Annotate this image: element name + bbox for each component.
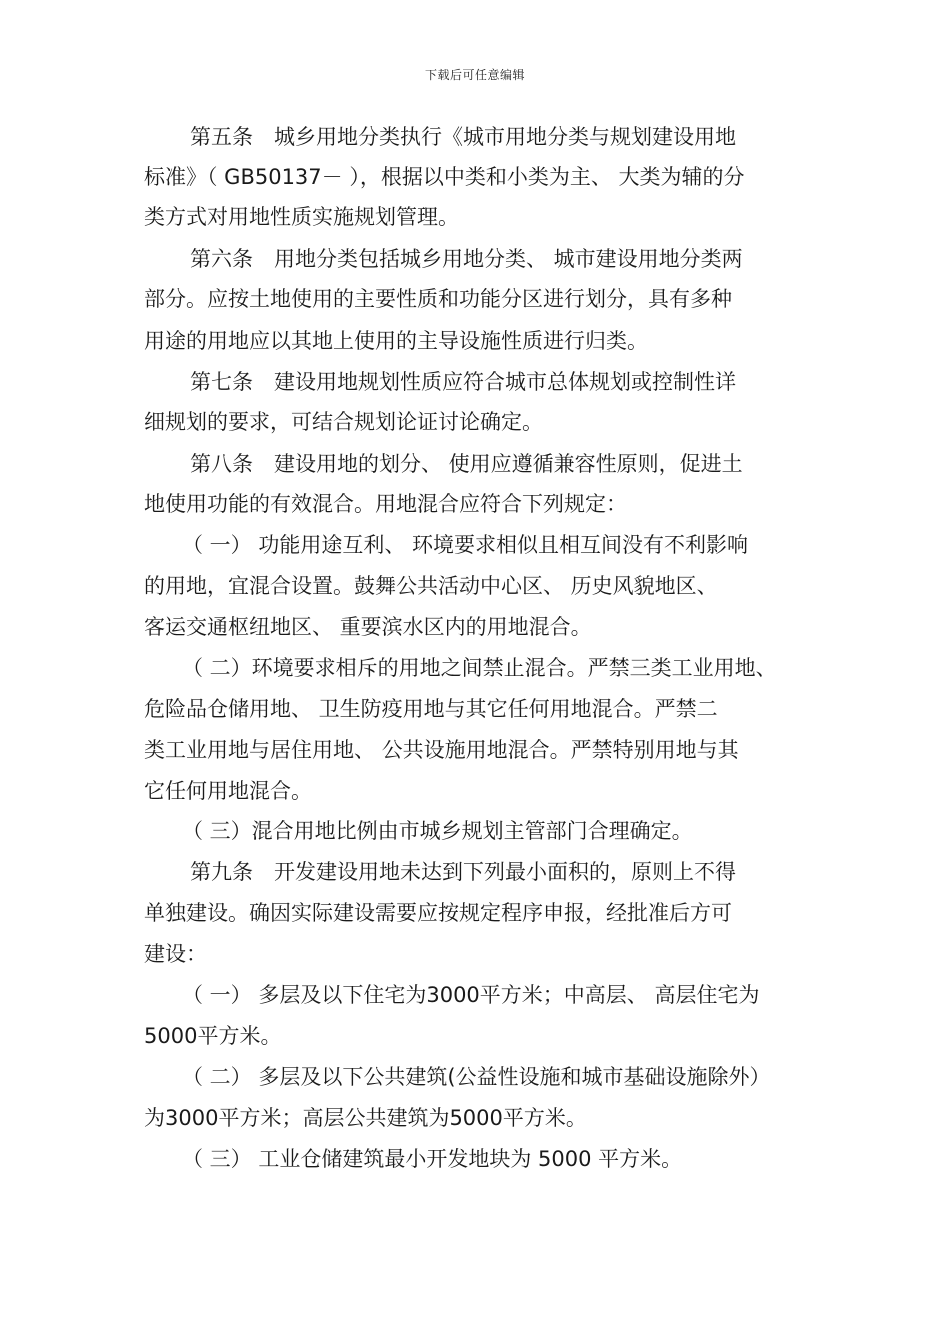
- text-line: 危险品仓储用地、 卫生防疫用地与其它任何用地混合。严禁二: [144, 697, 718, 721]
- text-line: （ 二） 多层及以下公共建筑(公益性设施和城市基础设施除外）: [182, 1065, 771, 1089]
- text-line: 细规划的要求，可结合规划论证讨论确定。: [144, 410, 543, 434]
- text-line: 客运交通枢纽地区、 重要滨水区内的用地混合。: [144, 615, 592, 639]
- text-line: 单独建设。确因实际建设需要应按规定程序申报，经批准后方可: [144, 901, 732, 925]
- text-line: 建设：: [144, 942, 207, 966]
- text-line: （ 一） 功能用途互利、 环境要求相似且相互间没有不利影响: [182, 533, 749, 557]
- text-line: 第九条 开发建设用地未达到下列最小面积的，原则上不得: [190, 860, 736, 884]
- text-line: 类工业用地与居住用地、 公共设施用地混合。严禁特别用地与其: [144, 738, 739, 762]
- text-line: 第六条 用地分类包括城乡用地分类、 城市建设用地分类两: [190, 247, 743, 271]
- text-line: 5000平方米。: [144, 1024, 282, 1048]
- text-line: 类方式对用地性质实施规划管理。: [144, 205, 459, 229]
- text-line: 的用地，宜混合设置。鼓舞公共活动中心区、 历史风貌地区、: [144, 574, 718, 598]
- text-line: （ 一） 多层及以下住宅为3000平方米；中高层、 高层住宅为: [182, 983, 760, 1007]
- text-line: 第五条 城乡用地分类执行《城市用地分类与规划建设用地: [190, 125, 736, 149]
- text-line: 地使用功能的有效混合。用地混合应符合下列规定：: [144, 492, 627, 516]
- text-line: （ 三）混合用地比例由市城乡规划主管部门合理确定。: [182, 819, 693, 843]
- text-line: 它任何用地混合。: [144, 779, 312, 803]
- text-line: 标准》（ GB50137－ ），根据以中类和小类为主、 大类为辅的分: [144, 165, 745, 189]
- text-line: （ 三） 工业仓储建筑最小开发地块为 5000 平方米。: [182, 1147, 683, 1171]
- text-line: （ 二）环境要求相斥的用地之间禁止混合。严禁三类工业用地、: [182, 656, 777, 680]
- text-line: 第七条 建设用地规划性质应符合城市总体规划或控制性详: [190, 370, 736, 394]
- text-line: 为3000平方米；高层公共建筑为5000平方米。: [144, 1106, 587, 1130]
- text-line: 部分。应按土地使用的主要性质和功能分区进行划分，具有多种: [144, 287, 732, 311]
- page-header: 下载后可任意编辑: [424, 68, 525, 82]
- text-line: 用途的用地应以其地上使用的主导设施性质进行归类。: [144, 329, 648, 353]
- text-line: 第八条 建设用地的划分、 使用应遵循兼容性原则，促进土: [190, 452, 743, 476]
